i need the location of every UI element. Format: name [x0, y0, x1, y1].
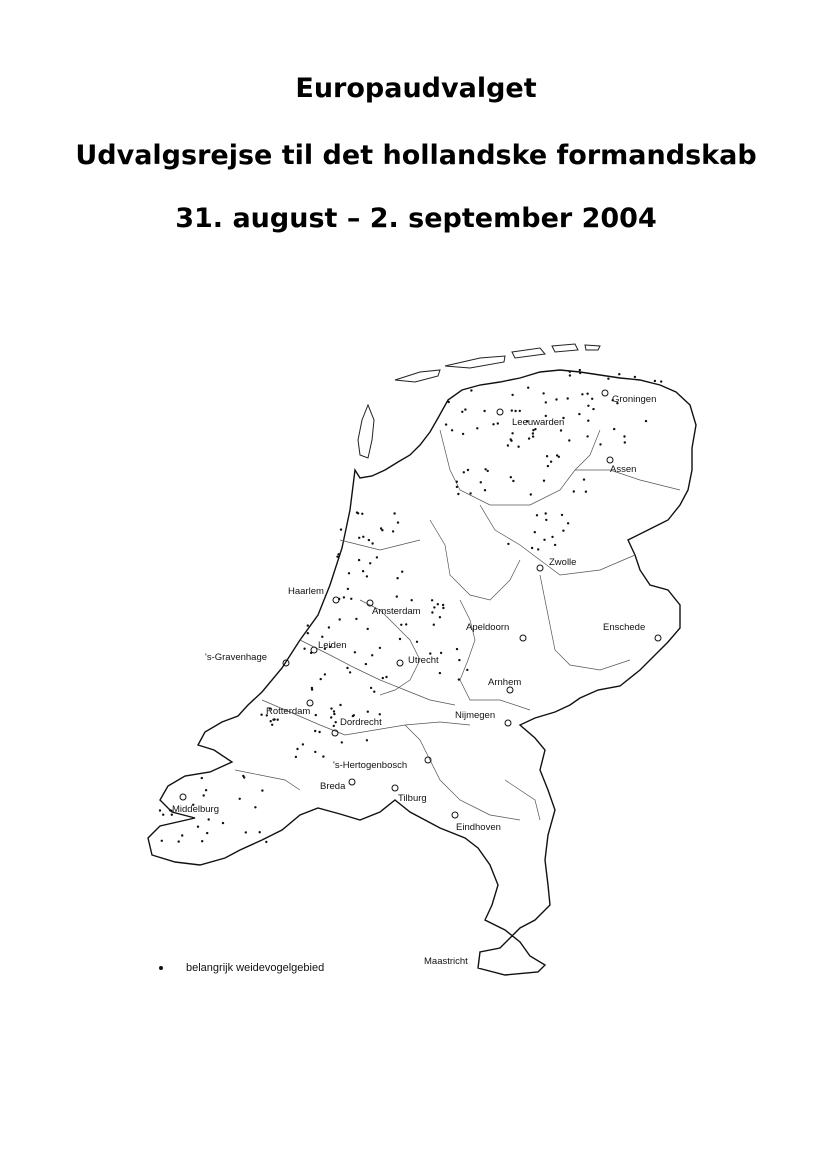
meadow-bird-dot: [527, 387, 529, 389]
meadow-bird-dot: [381, 529, 383, 531]
meadow-bird-dot: [361, 513, 363, 515]
city-marker-assen: [607, 457, 613, 463]
meadow-bird-dot: [307, 632, 309, 634]
meadow-bird-dot: [201, 777, 203, 779]
meadow-bird-dot: [497, 422, 499, 424]
meadow-bird-dot: [585, 491, 587, 493]
meadow-bird-dot: [208, 818, 210, 820]
city-label-enschede: Enschede: [603, 622, 646, 633]
meadow-bird-dot: [302, 743, 304, 745]
meadow-bird-dot: [206, 832, 208, 834]
meadow-bird-dot: [254, 806, 256, 808]
meadow-bird-dot: [562, 530, 564, 532]
meadow-bird-dot: [239, 798, 241, 800]
meadow-bird-dot: [511, 409, 513, 411]
meadow-bird-dot: [303, 648, 305, 650]
meadow-bird-dot: [519, 410, 521, 412]
meadow-bird-dot: [476, 427, 478, 429]
city-label-hertogenbosch: 's-Hertogenbosch: [333, 760, 408, 771]
meadow-bird-dot: [440, 652, 442, 654]
meadow-bird-dot: [433, 606, 435, 608]
meadow-bird-dot: [456, 481, 458, 483]
meadow-bird-dot: [547, 465, 549, 467]
meadow-bird-dot: [370, 687, 372, 689]
meadow-bird-dot: [295, 756, 297, 758]
meadow-bird-dot: [487, 470, 489, 472]
meadow-bird-dot: [169, 809, 171, 811]
meadow-bird-dot: [341, 741, 343, 743]
meadow-bird-dot: [399, 638, 401, 640]
vlieland-island: [395, 370, 440, 382]
meadow-bird-dot: [442, 607, 444, 609]
meadow-bird-dot: [591, 398, 593, 400]
meadow-bird-dot: [314, 730, 316, 732]
meadow-bird-dot: [201, 840, 203, 842]
meadow-bird-dot: [531, 547, 533, 549]
meadow-bird-dot: [537, 548, 539, 550]
meadow-bird-dot: [546, 455, 548, 457]
city-marker-haarlem: [333, 597, 339, 603]
meadow-bird-dot: [411, 599, 413, 601]
meadow-bird-dot: [556, 454, 558, 456]
ameland-island: [512, 348, 545, 358]
meadow-bird-dot: [336, 556, 338, 558]
meadow-bird-dot: [320, 678, 322, 680]
city-label-apeldoorn: Apeldoorn: [466, 622, 510, 633]
meadow-bird-dot: [261, 789, 263, 791]
meadow-bird-dot: [543, 539, 545, 541]
meadow-bird-dot: [484, 489, 486, 491]
terschelling-island: [445, 356, 505, 368]
meadow-bird-dot: [569, 374, 571, 376]
meadow-bird-dot: [355, 618, 357, 620]
meadow-bird-dot: [333, 713, 335, 715]
meadow-bird-dot: [579, 372, 581, 374]
city-marker-groningen: [602, 390, 608, 396]
meadow-bird-dot: [362, 536, 364, 538]
meadow-bird-dot: [442, 604, 444, 606]
meadow-bird-dot: [260, 714, 262, 716]
meadow-bird-dot: [379, 647, 381, 649]
meadow-bird-dot: [396, 577, 398, 579]
meadow-bird-dot: [401, 571, 403, 573]
meadow-bird-dot: [346, 667, 348, 669]
meadow-bird-dot: [463, 471, 465, 473]
city-label-maastricht: Maastricht: [424, 956, 468, 967]
meadow-bird-dot: [270, 720, 272, 722]
meadow-bird-dot: [333, 725, 335, 727]
meadow-bird-dot: [330, 716, 332, 718]
meadow-bird-dot: [330, 707, 332, 709]
city-label-breda: Breda: [320, 781, 346, 792]
meadow-bird-dot: [392, 530, 394, 532]
meadow-bird-dot: [350, 598, 352, 600]
meadow-bird-dot: [511, 432, 513, 434]
meadow-bird-dot: [507, 543, 509, 545]
city-label-dordrecht: Dordrecht: [340, 717, 382, 728]
meadow-bird-dot: [623, 435, 625, 437]
meadow-bird-dot: [203, 794, 205, 796]
meadow-bird-dot: [573, 490, 575, 492]
city-label-haarlem: Haarlem: [288, 586, 324, 597]
netherlands-outline: [148, 370, 696, 975]
meadow-bird-dot: [337, 553, 339, 555]
meadow-bird-dot: [393, 512, 395, 514]
meadow-bird-dot: [333, 710, 335, 712]
meadow-bird-dot: [373, 691, 375, 693]
meadow-bird-dot: [484, 468, 486, 470]
meadow-bird-dot: [271, 724, 273, 726]
meadow-bird-dot: [607, 378, 609, 380]
city-label-rotterdam: Rotterdam: [266, 706, 311, 717]
meadow-bird-dot: [379, 713, 381, 715]
texel-island: [358, 405, 374, 458]
meadow-bird-dot: [181, 834, 183, 836]
meadow-bird-dot: [543, 480, 545, 482]
meadow-bird-dot: [439, 672, 441, 674]
meadow-bird-dot: [634, 376, 636, 378]
meadow-bird-dot: [358, 559, 360, 561]
meadow-bird-dot: [277, 719, 279, 721]
meadow-bird-dot: [382, 677, 384, 679]
meadow-bird-dot: [397, 521, 399, 523]
city-label-leiden: Leiden: [318, 640, 347, 651]
meadow-bird-dot: [416, 641, 418, 643]
meadow-bird-dot: [483, 410, 485, 412]
meadow-bird-dot: [348, 572, 350, 574]
city-marker-middelburg: [180, 794, 186, 800]
meadow-bird-dot: [365, 663, 367, 665]
meadow-bird-dot: [315, 714, 317, 716]
meadow-bird-dot: [587, 420, 589, 422]
meadow-bird-dot: [400, 624, 402, 626]
meadow-bird-dot: [205, 789, 207, 791]
committee-title: Europaudvalget: [295, 73, 537, 104]
meadow-bird-dot: [555, 398, 557, 400]
meadow-bird-dot: [265, 841, 267, 843]
city-label-tilburg: Tilburg: [398, 793, 427, 804]
meadow-bird-dot: [470, 389, 472, 391]
meadow-bird-dot: [542, 392, 544, 394]
meadow-bird-dot: [324, 673, 326, 675]
meadow-bird-dot: [660, 380, 662, 382]
meadow-bird-dot: [445, 423, 447, 425]
meadow-bird-dot: [296, 748, 298, 750]
meadow-bird-dot: [517, 446, 519, 448]
meadow-bird-dot: [259, 831, 261, 833]
meadow-bird-dot: [371, 654, 373, 656]
city-marker-zwolle: [537, 565, 543, 571]
meadow-bird-dot: [366, 739, 368, 741]
city-marker-nijmegen: [505, 720, 511, 726]
meadow-bird-dot: [654, 380, 656, 382]
meadow-bird-dot: [161, 840, 163, 842]
meadow-bird-dot: [368, 539, 370, 541]
meadow-bird-dot: [480, 481, 482, 483]
meadow-bird-dot: [335, 721, 337, 723]
meadow-bird-dot: [385, 676, 387, 678]
meadow-bird-dot: [567, 397, 569, 399]
city-label-amsterdam: Amsterdam: [372, 606, 421, 617]
meadow-bird-dot: [367, 711, 369, 713]
meadow-bird-dot: [507, 444, 509, 446]
meadow-bird-dot: [561, 514, 563, 516]
meadow-bird-dot: [347, 588, 349, 590]
meadow-bird-dot: [458, 659, 460, 661]
meadow-bird-dot: [618, 373, 620, 375]
schiermonnikoog-island: [552, 344, 578, 352]
meadow-bird-dot: [405, 623, 407, 625]
meadow-bird-dot: [366, 575, 368, 577]
meadow-bird-dot: [569, 371, 571, 373]
meadow-bird-dot: [245, 831, 247, 833]
legend-label: belangrijk weidevogelgebied: [186, 962, 325, 974]
meadow-bird-dot: [551, 536, 553, 538]
meadow-bird-dot: [431, 599, 433, 601]
meadow-bird-dot: [645, 420, 647, 422]
meadow-bird-dot: [437, 603, 439, 605]
meadow-bird-dot: [469, 492, 471, 494]
meadow-bird-dot: [318, 731, 320, 733]
meadow-bird-dot: [307, 624, 309, 626]
meadow-bird-dot: [586, 393, 588, 395]
meadow-bird-dot: [587, 405, 589, 407]
meadow-bird-dot: [568, 439, 570, 441]
city-markers: [180, 390, 661, 818]
trip-dates: 31. august – 2. september 2004: [175, 203, 657, 234]
meadow-bird-dot: [357, 512, 359, 514]
map-legend: [159, 962, 324, 974]
meadow-bird-dot: [464, 408, 466, 410]
city-marker-tilburg: [392, 785, 398, 791]
meadow-bird-dot: [534, 531, 536, 533]
meadow-bird-dot: [532, 432, 534, 434]
meadow-bird-dot: [578, 413, 580, 415]
legend-dot-icon: [159, 966, 163, 970]
meadow-bird-dot: [545, 512, 547, 514]
city-label-utrecht: Utrecht: [408, 655, 439, 666]
meadow-bird-dot: [560, 429, 562, 431]
meadow-bird-dot: [343, 596, 345, 598]
wadden-islands: [358, 344, 600, 458]
meadow-bird-dot: [197, 826, 199, 828]
meadow-bird-dot: [311, 687, 313, 689]
rottumeroog-island: [585, 345, 600, 350]
city-label-groningen: Groningen: [612, 394, 657, 405]
meadow-bird-dot: [466, 669, 468, 671]
city-marker-breda: [349, 779, 355, 785]
meadow-bird-dot: [599, 443, 601, 445]
meadow-bird-dot: [530, 493, 532, 495]
meadow-bird-dot: [545, 401, 547, 403]
meadow-bird-dot: [592, 408, 594, 410]
meadow-bird-dot: [514, 410, 516, 412]
meadow-bird-dot: [545, 519, 547, 521]
city-label-gravenhage: 's-Gravenhage: [205, 652, 268, 663]
meadow-bird-dot: [532, 435, 534, 437]
meadow-bird-dot: [461, 411, 463, 413]
meadow-bird-dot: [321, 636, 323, 638]
meadow-bird-dot: [178, 840, 180, 842]
meadow-bird-dot: [339, 704, 341, 706]
meadow-bird-dot: [581, 393, 583, 395]
meadow-bird-dot: [467, 469, 469, 471]
meadow-bird-dot: [222, 822, 224, 824]
meadow-bird-dot: [528, 437, 530, 439]
meadow-bird-dot: [328, 626, 330, 628]
meadow-bird-dot: [339, 618, 341, 620]
meadow-bird-dot: [579, 369, 581, 371]
meadow-bird-dot: [550, 461, 552, 463]
meadow-bird-dot: [272, 719, 274, 721]
meadow-bird-dot: [510, 438, 512, 440]
meadow-bird-dot: [322, 755, 324, 757]
meadow-bird-dot: [586, 435, 588, 437]
meadow-bird-dot: [583, 478, 585, 480]
meadow-bird-dot: [358, 537, 360, 539]
meadow-bird-dot: [451, 429, 453, 431]
meadow-bird-dot: [369, 562, 371, 564]
city-label-assen: Assen: [610, 464, 637, 475]
meadow-bird-dot: [159, 809, 161, 811]
meadow-bird-dot: [462, 433, 464, 435]
meadow-bird-dot: [340, 528, 342, 530]
meadow-bird-dot: [431, 611, 433, 613]
meadow-bird-dot: [458, 678, 460, 680]
trip-subtitle: Udvalgsrejse til det hollandske formandskab: [75, 140, 757, 171]
meadow-bird-dot: [371, 542, 373, 544]
city-label-middelburg: Middelburg: [172, 804, 219, 815]
meadow-bird-dot: [396, 595, 398, 597]
meadow-bird-dot: [536, 514, 538, 516]
meadow-bird-dot: [511, 394, 513, 396]
city-marker-apeldoorn: [520, 635, 526, 641]
meadow-bird-dot: [162, 814, 164, 816]
meadow-bird-dot: [534, 428, 536, 430]
meadow-bird-dot: [456, 648, 458, 650]
city-marker-enschede: [655, 635, 661, 641]
meadow-bird-dot: [624, 441, 626, 443]
meadow-bird-dot: [457, 493, 459, 495]
city-label-zwolle: Zwolle: [549, 557, 577, 568]
city-label-eindhoven: Eindhoven: [456, 822, 501, 833]
city-marker-leiden: [311, 647, 317, 653]
meadow-bird-dot: [512, 480, 514, 482]
meadow-bird-dot: [567, 522, 569, 524]
meadow-bird-dot: [354, 651, 356, 653]
meadow-bird-dot: [376, 556, 378, 558]
meadow-bird-dot: [439, 616, 441, 618]
city-label-arnhem: Arnhem: [488, 677, 522, 688]
meadow-bird-dot: [448, 401, 450, 403]
city-marker-leeuwarden: [497, 409, 503, 415]
meadow-bird-dot: [554, 544, 556, 546]
city-marker-eindhoven: [452, 812, 458, 818]
city-label-nijmegen: Nijmegen: [455, 710, 496, 721]
city-marker-utrecht: [397, 660, 403, 666]
meadow-bird-dot: [492, 423, 494, 425]
meadow-bird-dot: [510, 476, 512, 478]
meadow-bird-dot: [367, 628, 369, 630]
meadow-bird-dot: [362, 570, 364, 572]
meadow-bird-dot: [243, 776, 245, 778]
meadow-bird-dot: [314, 751, 316, 753]
meadow-bird-dot: [613, 428, 615, 430]
meadow-bird-dot: [349, 671, 351, 673]
meadow-bird-dot: [456, 486, 458, 488]
city-label-leeuwarden: Leeuwarden: [512, 417, 565, 428]
meadow-bird-dot: [433, 624, 435, 626]
